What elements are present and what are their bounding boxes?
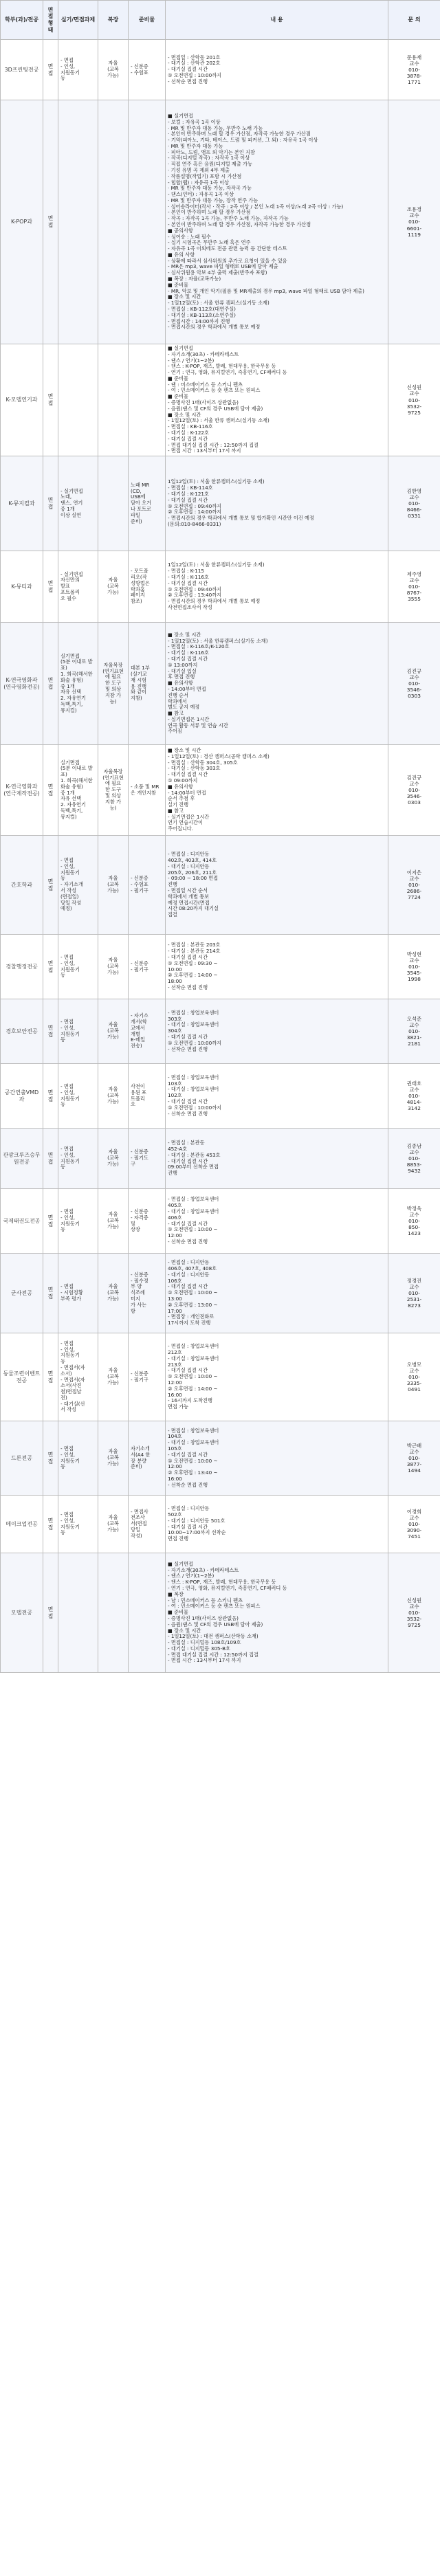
contact-cell: 이지은 교수 010- 2686- 7724 <box>388 836 440 935</box>
contact-cell: 정경진 교수 010- 2531- 8273 <box>388 1254 440 1333</box>
task-cell: - 면접 - 인성, 지원동기 등 - 자기소개 서 작성 (면접일) 당일 작성 예정) <box>58 836 98 935</box>
method-cell: 면접 <box>43 1421 58 1496</box>
method-cell: 면접 <box>43 1129 58 1189</box>
content-cell: ■ 실기면접 - 보컬 : 자유곡 1곡 이상 · MR 및 반주자 대동 가능, 무반주 노래 가능 · 본인이 반주하며 노래 할 경우 가산점, 자작곡 가능한 경우 가산점 - 기악(피아노, 기타, 베이스, 드럼 및 피커션, 그 외) : 자유곡 1곡 이상 · MR 및 반주자 대동 가능 · 피아노, 드럼, 앰프 외 악기는 본인 지참 - 작곡(디지털 작곡) : 자작곡 1곡 이상 · 직접 연주 혹은 음원(디지털 제출 가능 · 기성 유명 곡 제외 4부 제출 · 작품설명(작업기) 포함 시 가산점 - 힙합(랩) : 자유곡 1곡 이상 · MR 및 반주자 대동 가능, 자작곡 가능 - 댄스(인터) : 자유곡 1곡 이상 · MR 및 반주자 대동 가능, 장작 연주 가능 · 싱어송라이터(작사 · 작곡 : 2곡 이상 / 본인 노래 1곡 이상/노래 2곡 이상 : 가능) - 본인이 반주하며 노래 할 경우 가산점 - 작곡 : 자작곡 1곡 가능, 무반주 노래 가능, 자작곡 가능 - 본인이 반주하며 노래 할 경우 가산점, 자작곡 가능한 경우 가산점 ■ 공의사항 - 싱어송 : 노래 필수 - 실기 시험곡은 무반주 노래 혹은 연주 - 자유곡 1곡 이외에도 전공 관련 능력 등 간단한 테스트 ■ 유의 사항 - 상황에 따라서 심사위원의 추가로 요청이 있을 수 있음 - MR은 mp3, wave 파일 형태로 USB에 담아 제출 - 심사위원용 악보 4부 출력 제출(반주자 포함) ■ 복장 : 자율(교복가능) ■ 준비물 - MR, 악보 및 개인 악기(필름 및 MR제출의 경우 mp3, wave 파일 형태로 USB 담아 제출) ■ 장소 및 시간 - 1일12일(토) : 서울 한류 캠퍼스(실기동 소재) - 면접실 : KB-112호(대연주실) - 대기실 : KB-113호(소연주실) - 면접시간 : 14:00까지 진행 - 면접시간의 경우 학과에서 개별 통보 예정 <box>166 100 388 344</box>
task-cell: 실기면접 (5분 이내로 발표) 1. 희곡(해서한 화술 유형) 중 1개 자유 선택 2. 자유연기 독백,특기, 뮤지컬) <box>58 745 98 836</box>
prep-cell: 대본 1부 (실기교 재 시험 용 진행 와 같이 지참) <box>129 623 166 745</box>
prep-cell: - 신분증 - 필기구 <box>129 1333 166 1421</box>
table-row <box>1 344 440 456</box>
table-row <box>1 1496 440 1553</box>
header-attire: 복장 <box>98 1 129 40</box>
dept-cell: 공간연출VMD과 <box>1 1064 43 1129</box>
dept-cell: 경찰행정전공 <box>1 935 43 999</box>
prep-cell <box>129 100 166 344</box>
dept-cell: K-뮤티과 <box>1 551 43 623</box>
header-contact: 문 의 <box>388 1 440 40</box>
attire-cell: 자율 (교복 가능) <box>98 40 129 100</box>
attire-cell: 자율 (교복 가능) <box>98 1496 129 1553</box>
method-cell: 면접 <box>43 1333 58 1421</box>
table-header-row <box>1 1 440 40</box>
dept-cell: 메이크업전공 <box>1 1496 43 1553</box>
contact-cell: 김종남 교수 010- 8853- 9432 <box>388 1129 440 1189</box>
method-cell: 면접 <box>43 836 58 935</box>
prep-cell: 사전이 용된 포 트폴리 오 <box>129 1064 166 1129</box>
attire-cell: 자율 (교복 가능) <box>98 1254 129 1333</box>
attire-cell: 자율 (교복 가능) <box>98 935 129 999</box>
method-cell: 면접 <box>43 40 58 100</box>
attire-cell: 자율복장 (연기표현 에 필요 한 도구 및 의상 지참 가 능) <box>98 623 129 745</box>
contact-cell: 권태호 교수 010- 4814- 3142 <box>388 1064 440 1129</box>
contact-cell: 오병모 교수 010- 3335- 0491 <box>388 1333 440 1421</box>
method-cell: 면접 <box>43 935 58 999</box>
dept-cell: 동물조련이벤트전공 <box>1 1333 43 1421</box>
dept-cell: K-연극영화과(연극제작전공) <box>1 745 43 836</box>
table-row <box>1 1421 440 1496</box>
method-cell: 면접 <box>43 1189 58 1254</box>
method-cell: 면접 <box>43 1064 58 1129</box>
prep-cell: - 신분증 - 자격증 및 상장 <box>129 1189 166 1254</box>
table-row <box>1 1254 440 1333</box>
content-cell: - 면접실 : 창업보육센터 103호 - 대기실 : 창업보육센터 102호 - 대기실 집결 시간 ① 오전면접 : 10:00까지 - 선착순 면접 진행 <box>166 1064 388 1129</box>
table-row <box>1 551 440 623</box>
dept-cell: K-뮤지컬과 <box>1 456 43 551</box>
header-method: 면접형태 <box>43 1 58 40</box>
attire-cell: 자율 (교복 가능) <box>98 836 129 935</box>
task-cell: - 면접 - 시험정황 부족 평가 <box>58 1254 98 1333</box>
content-cell: ■ 장소 및 시간 - 1일12일(토) : 서울 한류캠퍼스(실기동 소재) - 면접실 : K-116호/K-120호 - 대기실 : K-116호 - 대기실 집결 시간 ① 13:00까지 - 대기실 입실 후 면접 진행 ■ 유의사항 - 14:00부터 면접 진행 순서 학과에서 별도 공지 예정 ■ 참고 - 실기면접은 1시간 연극 활동 서류 및 연습 시간 주어짐 <box>166 623 388 745</box>
contact-cell: 김진규 교수 010- 3546- 0303 <box>388 623 440 745</box>
content-cell: - 면접실 : 본관동 203호 - 대기실 : 본관동 214호 - 대기실 집결 시간 ① 오전면접 : 09:30 ~ 10:00 ② 오후면접 : 14:00 ~ 18:00 - 선착순 면접 진행 <box>166 935 388 999</box>
dept-cell: K-모델연기과 <box>1 344 43 456</box>
contact-cell: 문용재 교수 010- 3878- 1771 <box>388 40 440 100</box>
content-cell: - 면접일 : 산학동 201호 - 대기실 : 산학관 202호 - 대기실 집결 시간 ① 오전면접 : 10:00까지 - 선착순 면접 진행 <box>166 40 388 100</box>
table-row <box>1 1333 440 1421</box>
task-cell: - 면접 - 인성, 지원동기 등 <box>58 40 98 100</box>
table-row <box>1 456 440 551</box>
table-row <box>1 745 440 836</box>
table-row <box>1 1553 440 1673</box>
task-cell: - 실기면접 자신만의 발표 포트폴리 오 필수 <box>58 551 98 623</box>
contact-cell: 김진규 교수 010- 3546- 0303 <box>388 745 440 836</box>
dept-cell: 경호보안전공 <box>1 999 43 1064</box>
dept-cell: K-연극영화과(연극영화전공) <box>1 623 43 745</box>
method-cell: 면접 <box>43 344 58 456</box>
method-cell: 면접 <box>43 551 58 623</box>
table-row <box>1 999 440 1064</box>
content-cell: - 면접실 : 창업보육센터 405호 - 대기실 : 창업보육센터 406호 - 대기실 집결 시간 ① 오전면접 : 10:00 ~ 12:00 - 선착순 면접 진행 <box>166 1189 388 1254</box>
header-task: 실기/면접과제 <box>58 1 98 40</box>
attire-cell: 자율 (교복 가능) <box>98 999 129 1064</box>
header-prep: 준비물 <box>129 1 166 40</box>
attire-cell: 자율 (교복 가능) <box>98 1421 129 1496</box>
attire-cell <box>98 100 129 344</box>
prep-cell: - 신분증 - 필수정 부 양 식조례 미지 가 사는 항 <box>129 1254 166 1333</box>
content-cell: - 면접실 : 디지안동 502호 - 대기실 : 디지안동 501호 - 대기실 집결 시간 10:00~17:00까지 선착순 면접 진행 <box>166 1496 388 1553</box>
task-cell: - 면접 - 인성, 지원동기 등 <box>58 935 98 999</box>
task-cell: - 면접 - 인성, 지원동기 등 - 면접서(자 소서) - 면접서(자 소서(사진 첨)면접날 전) - 대기실(선 서 작성 <box>58 1333 98 1421</box>
method-cell: 면접 <box>43 745 58 836</box>
prep-cell: - 면접사 전조사 서(면접 당일 작성) <box>129 1496 166 1553</box>
attire-cell <box>98 456 129 551</box>
attire-cell: 자율복장 (연기표현 에 필요 한 도구 및 의상 지참 가 능) <box>98 745 129 836</box>
dept-cell: 드론전공 <box>1 1421 43 1496</box>
table-row <box>1 1189 440 1254</box>
attire-cell: 자율 (교복 가능) <box>98 1064 129 1129</box>
method-cell: 면접 <box>43 456 58 551</box>
content-cell: ■ 장소 및 시간 - 1일12일(토) : 경산 캠퍼스(공학 캠퍼스 소재) - 면접실 : 산학동 304호, 305호 - 대기실 : 산학동 303호 - 대기실 집결 시간 ① 09:00까지 ■ 유의사항 - 14:00부터 면접 순서 추첨 후 실기 진행 ■ 참고 - 실기면접은 1시간 연기 연습시간이 주어집니다. <box>166 745 388 836</box>
dept-cell: 군사전공 <box>1 1254 43 1333</box>
prep-cell: - 포트폴 리오(작 성방법은 학과홈 페이지 참조) <box>129 551 166 623</box>
dept-cell: 3D프린팅전공 <box>1 40 43 100</box>
content-cell: - 면접실 : 창업보육센터 104호 - 대기실 : 창업보육센터 105호 - 대기실 집결 시간 ① 오전면접 : 10:00 ~ 12:00 ② 오후면접 : 13:40 ~ 16:00 - 선착순 면접 진행 <box>166 1421 388 1496</box>
task-cell: - 면접 - 인성, 지원동기 등 <box>58 1129 98 1189</box>
dept-cell: 관광크루즈승무원전공 <box>1 1129 43 1189</box>
attire-cell: 자율 (교복 가능) <box>98 1189 129 1254</box>
dept-cell: 간호학과 <box>1 836 43 935</box>
content-cell: - 면접실 : 창업보육센터 212호 - 대기실 : 창업보육센터 213호 - 대기실 집결 시간 ① 오전면접 : 10:00 ~ 12:00 ② 오후면접 : 14:00 ~ 16:00 - 16시까지 도착진행 면접 가능 <box>166 1333 388 1421</box>
prep-cell: - 신분증 - 필기도 구 <box>129 1129 166 1189</box>
contact-cell: 신성원 교수 010- 3532- 9725 <box>388 344 440 456</box>
content-cell: - 면접실 : 디지안동 406호, 407호, 408호 - 대기실 : 디지안동 106호 - 대기실 집결 시간 ① 오전면접 : 10:00 ~ 13:00 ② 오후면접 : 13:00 ~ 17:00 - 면접장 : 개인전화로 17시까지 도착 진행 <box>166 1254 388 1333</box>
method-cell: 면접 <box>43 1254 58 1333</box>
dept-cell: 국제태권도전공 <box>1 1189 43 1254</box>
method-cell: 면접 <box>43 999 58 1064</box>
table-row <box>1 40 440 100</box>
method-cell: 면접 <box>43 1496 58 1553</box>
prep-cell: - 신분증 - 수험표 - 필기구 <box>129 836 166 935</box>
contact-cell: 박근배 교수 010- 3877- 1494 <box>388 1421 440 1496</box>
prep-cell <box>129 1553 166 1673</box>
attire-cell: 자율 (교복 가능) <box>98 1333 129 1421</box>
contact-cell: 이경희 교수 010- 3090- 7451 <box>388 1496 440 1553</box>
prep-cell: 노래 MR (CD, USB에 담아 오거 나 포트로 파일 준비) <box>129 456 166 551</box>
contact-cell: 오석준 교수 010- 3821- 2181 <box>388 999 440 1064</box>
method-cell: 면접 <box>43 100 58 344</box>
contact-cell: 제주영 교수 010- 8767- 3555 <box>388 551 440 623</box>
table-row <box>1 1129 440 1189</box>
header-dept: 학부(과)/전공 <box>1 1 43 40</box>
contact-cell: 신성원 교수 010- 3532- 9725 <box>388 1553 440 1673</box>
prep-cell: - 신분증 - 수험표 <box>129 40 166 100</box>
task-cell: - 면접 - 인성, 지원동기 등 <box>58 1064 98 1129</box>
table-row <box>1 100 440 344</box>
content-cell: 1일12일(토) : 서울 한류캠퍼스(실기동 소재) - 면접실 : K-115 - 대기실 : K-116호 - 대기실 집결 시간 ① 오전면접 : 09:40까지 ② 오후면접 : 13:40까지 - 면접시간의 경우 학과에서 개별 통보 예정 사전면접조사서 작성 <box>166 551 388 623</box>
prep-cell: - 자기소 개서(학 교에서 개별 E-메일 전송) <box>129 999 166 1064</box>
prep-cell: - 소품 및 MR은 개인지참 <box>129 745 166 836</box>
task-cell: - 면접 - 인성, 지원동기 등 <box>58 1421 98 1496</box>
method-cell: 면접 <box>43 623 58 745</box>
header-content: 내 용 <box>166 1 388 40</box>
contact-cell: 김한영 교수 010- 8466- 0331 <box>388 456 440 551</box>
attire-cell: 자율 (교복 가능) <box>98 1129 129 1189</box>
attire-cell <box>98 344 129 456</box>
attire-cell <box>98 1553 129 1673</box>
prep-cell <box>129 344 166 456</box>
content-cell: 1일12일(토) : 서울 한류캠퍼스(실기동 소재) - 면접실 : KB-114호 - 대기실 : K-121호 - 대기실 집결 시간 ① 오전면접 : 09:40까지 ② 오후면접 : 14:00까지 - 면접시간의 경우 학과에서 개별 통보 및 합가확인 시간안 이건 예정 (문의:010-8466-0331) <box>166 456 388 551</box>
contact-cell: 조용경 교수 010- 6601- 1119 <box>388 100 440 344</box>
content-cell: ■ 실기면접 - 자기소개(30초) - 카메라테스트 - 댄스 / 연기(1~2분) - 댄스 : K-POP, 재즈, 발레, 현대무용, 한국무용 등 - 연기 : 연극, 영화, 뮤지컬연기, 즉흥연기, CF패러디 등 ■ 준비물 - 댄 : 미소메이커스 등 스커니 팬츠 - 여 : 민소메이커스 등 숏 팬츠 또는 원피스 ■ 준비물 - 증명사진 1매(사이즈 상관없음) - 음원(댄스 및 CF의 경우 USB에 담아 제출) ■ 장소 및 시간 - 1일12일(토) : 서울 한류 캠퍼스(실기동 소재) - 면접실 : KB-116호 - 대기실 : K-122호 - 대기실 집결 시간 - 면접 대기실 집결 시간 : 12:50까지 집결 - 면접 시간 : 13시부터 17시 까지 <box>166 344 388 456</box>
dept-cell: 모델전공 <box>1 1553 43 1673</box>
contact-cell: 박정욱 교수 010- 850- 1423 <box>388 1189 440 1254</box>
task-cell: 실기면접 (5분 이내로 발표) 1. 희곡(해서한 화술 유형) 중 1개 자유 선택 2. 자유연기 독백,특기, 뮤지컬) <box>58 623 98 745</box>
method-cell: 면접 <box>43 1553 58 1673</box>
prep-cell: - 신분증 - 필기구 <box>129 935 166 999</box>
table-row <box>1 935 440 999</box>
task-cell: - 면접 - 인성, 지원동기 등 <box>58 1189 98 1254</box>
task-cell <box>58 100 98 344</box>
content-cell: - 면접실 : 창업보육센터 303호 - 대기실 : 창업보육센터 304호 - 대기실 집결 시간 ① 오전면접 : 10:00까지 - 선착순 면접 진행 <box>166 999 388 1064</box>
table-row <box>1 1064 440 1129</box>
task-cell: - 면접 - 인성, 지원동기 등 <box>58 1496 98 1553</box>
contact-cell: 박성현 교수 010- 3545- 1998 <box>388 935 440 999</box>
content-cell: - 면접실 : 본관동 452-A호 - 대기실 : 본관동 453호 - 대기실 집결 시간 09:00부터 선착순 면접 진행 <box>166 1129 388 1189</box>
task-cell: - 실기면접 노래, 댄스, 연기 중 1개 이상 실연 <box>58 456 98 551</box>
prep-cell: 자기소개 서(A4 한 장 분량 준비) <box>129 1421 166 1496</box>
table-row <box>1 623 440 745</box>
task-cell <box>58 1553 98 1673</box>
table-row <box>1 836 440 935</box>
task-cell <box>58 344 98 456</box>
content-cell: ■ 실기면접 - 자기소개(30초) - 카메라테스트 - 댄스 / 연기(1~2분) - 댄스 : K-POP, 재즈, 발레, 현대무용, 한국무용 등 - 연기 : 연극, 영화, 뮤지컬연기, 즉흥연기, CF패러디 등 ■ 복장 - 남 : 민소메이커스 등 스키니 팬츠 - 여 : 민소메이커스 등 숏 팬츠 또는 원피스 ■ 준비물 - 증명사진 1매(사이즈 상관없음) - 음원(댄스 및 CF의 경우 USB에 담아 제출) ■ 장소 및 시간 - 1일12일(토) : 대전 캠퍼스(산학동 소재) - 면접실 : 디지털동 108호/109호 - 대기실 : 디지털동 305-B호 - 면접 대기실 집결 시간 : 12:50까지 집결 - 면접 시간 : 13시부터 17시 까지 <box>166 1553 388 1673</box>
content-cell: - 면접실 : 디지안동 402호, 403호, 414호 - 대기실 : 디지안동 205호, 206호, 211호 - 09:00 ~ 18:00 면접 진행 - 면접일 시간 순서 학과에서 개별 통보 예정 면접시간(면접 시간 08:20까지 대기실 집결 <box>166 836 388 935</box>
dept-cell: K-POP과 <box>1 100 43 344</box>
task-cell: - 면접 - 인성, 지원동기 등 <box>58 999 98 1064</box>
attire-cell: 자율 (교복 가능) <box>98 551 129 623</box>
